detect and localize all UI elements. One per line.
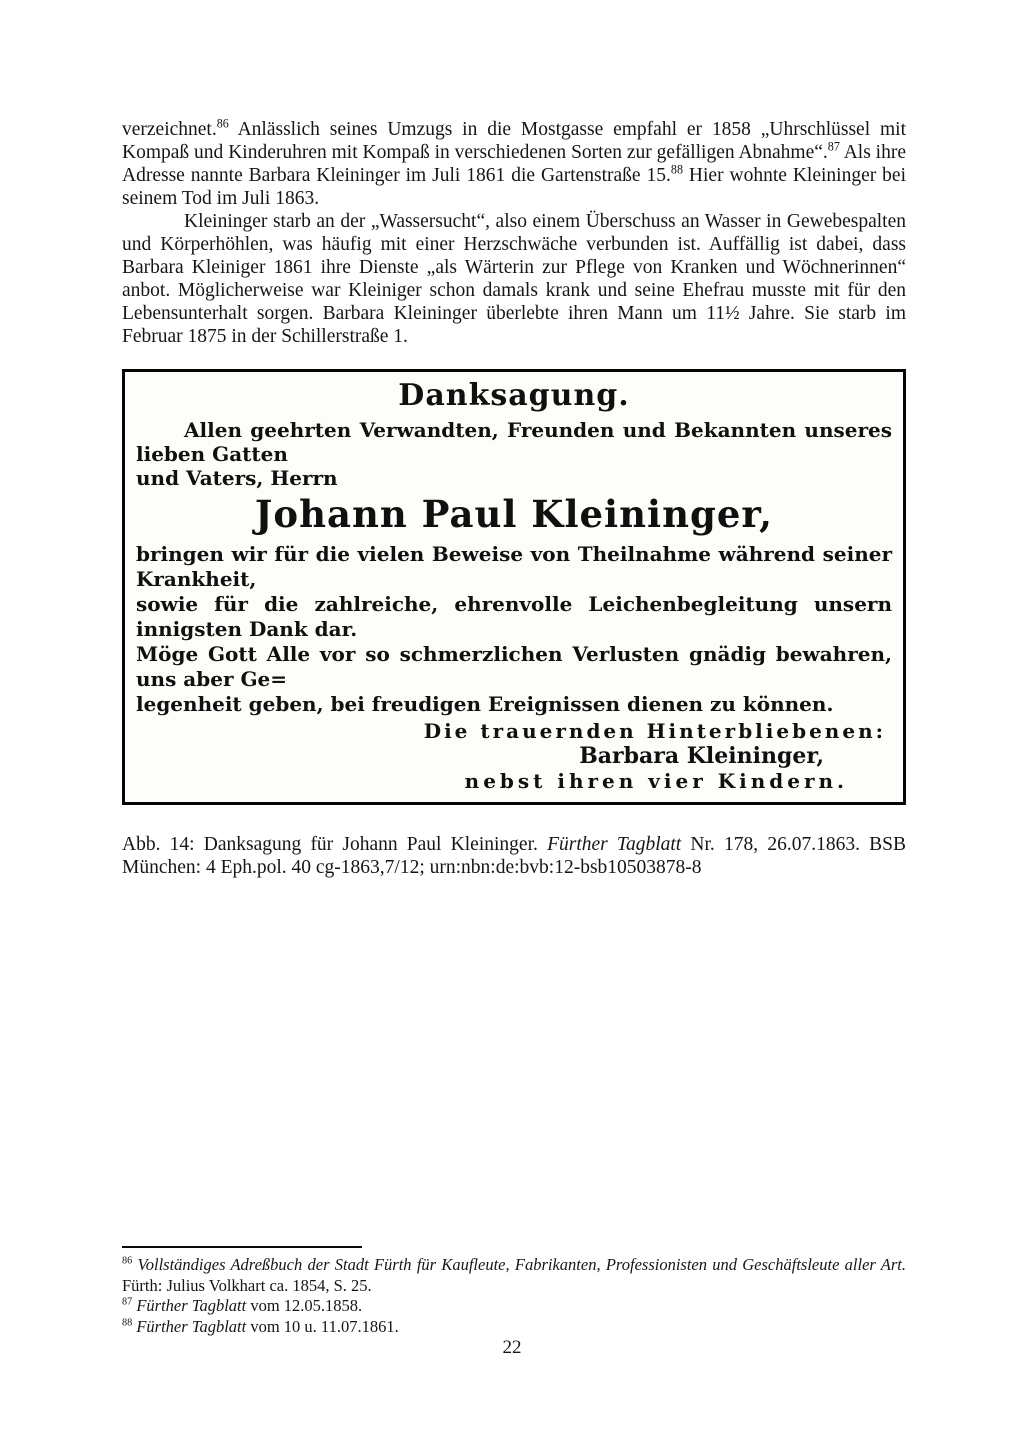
clipping-body-line: legenheit geben, bei freudigen Ereignissen dienen zu können. — [136, 692, 834, 716]
newspaper-clipping-figure — [122, 369, 906, 805]
footnotes-section — [122, 1246, 906, 1337]
clipping-body-line: sowie für die zahlreiche, ehrenvolle Leichenbegleitung unsern innigsten Dank dar. — [136, 592, 892, 641]
paragraph-biography-2: Kleininger starb an der „Wassersucht“, also einem Überschuss an Wasser in Gewebespalten und Körperhöhlen, was häufig mit einer Herzschwäche verbunden ist. Auffällig ist dabei, dass Barbara Kleiniger 1861 ihre Dienste „als Wärterin zur Pflege von Kranken und Wöchnerinnen“ anbot. Möglicherweise war Kleiniger schon damals krank und seine Ehefrau musste mit für den Lebensunterhalt sorgen. Barbara Kleininger überlebte ihren Mann um 11½ Jahre. Sie starb im Februar 1875 in der Schillerstraße 1. — [122, 211, 906, 347]
page-number: 22 — [502, 1337, 522, 1358]
clipping-title: Danksagung. — [398, 378, 630, 413]
footnote-87: $^{87}$ Fürther Tagblatt vom 12.05.1858. — [122, 1296, 363, 1315]
clipping-intro — [136, 418, 892, 490]
clipping-body-line: bringen wir für die vielen Beweise von Theilnahme während seiner Krankheit, — [136, 542, 892, 591]
figure-caption: Abb. 14: Danksagung für Johann Paul Kleininger. Fürther Tagblatt Nr. 178, 26.07.1863. BSB München: 4 Eph.pol. 40 cg-1863,7/12; urn:nbn:de:bvb:12-bsb10503878-8 — [122, 834, 906, 878]
clipping-deceased-name: Johann Paul Kleininger, — [254, 492, 774, 536]
footnote-separator-rule — [122, 1246, 362, 1248]
clipping-signature: Barbara Kleininger, — [579, 743, 824, 769]
footnote-88: $^{88}$ Fürther Tagblatt vom 10 u. 11.07.1861. — [122, 1316, 399, 1336]
footnote-86: $^{86}$ Vollständiges Adreßbuch der Stadt Fürth für Kaufleute, Fabrikanten, Professionisten und Geschäftsleute aller Art. Fürth: Julius Volkhart ca. 1854, S. 25. — [122, 1255, 907, 1295]
clipping-signature-children: nebst ihren vier Kindern. — [464, 769, 848, 793]
paragraph-biography-1: verzeichnet.$^{86}$ Anlässlich seines Umzugs in die Mostgasse empfahl er 1858 „Uhrschlüssel mit Kompaß und Kinderuhren mit Kompaß in verschiedenen Sorten zur gefälligen Abnahme“.$^{87}$ Als ihre Adresse nannte Barbara Kleininger im Juli 1861 die Gartenstraße 15.88 Hier wohnte Kleininger bei seinem Tod im Juli 1863. — [122, 116, 906, 209]
clipping-closing-line: Die trauernden Hinterbliebenen: — [423, 719, 886, 743]
clipping-body-text — [136, 542, 892, 717]
clipping-intro-line-2: und Vaters, Herrn — [136, 466, 338, 490]
clipping-body-line: Möge Gott Alle vor so schmerzlichen Verlusten gnädig bewahren, uns aber Ge= — [136, 642, 892, 691]
page-content — [122, 118, 906, 879]
clipping-intro-line-1: Allen geehrten Verwandten, Freunden und Bekannten unseres lieben Gatten — [136, 418, 892, 466]
